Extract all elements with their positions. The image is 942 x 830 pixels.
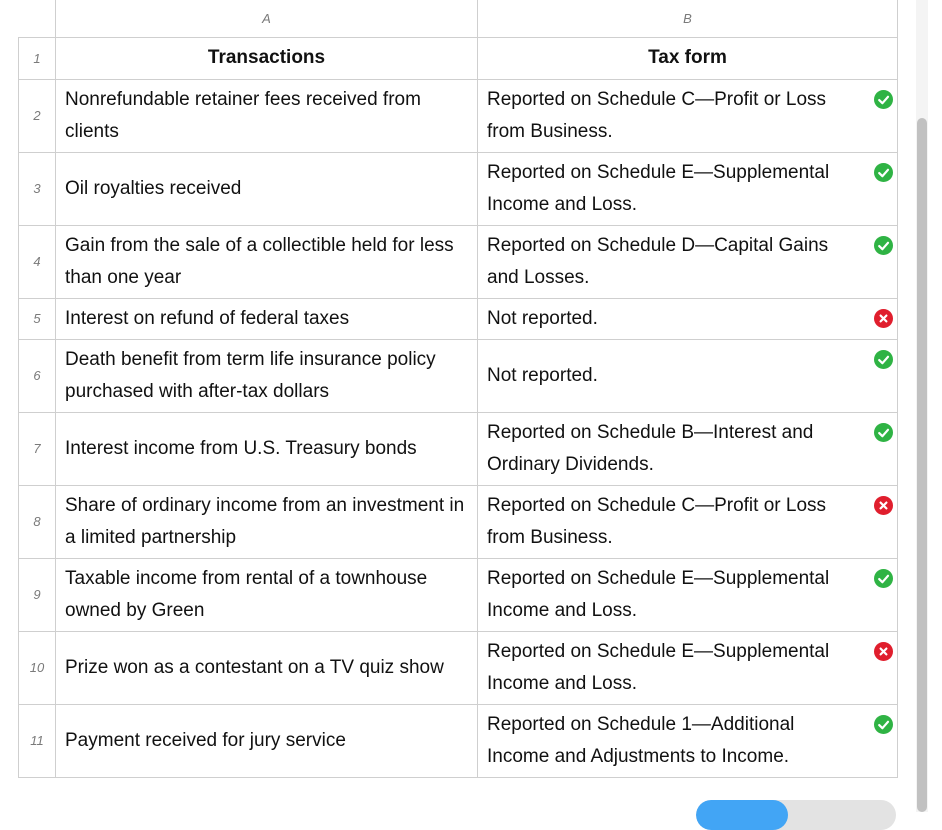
transaction-cell: Interest income from U.S. Treasury bonds	[56, 412, 478, 485]
column-header-a[interactable]: A	[56, 0, 478, 37]
table-row	[19, 631, 898, 704]
tax-form-cell[interactable]	[478, 631, 898, 704]
row-number: 9	[19, 558, 56, 631]
tax-form-answer: Reported on Schedule E—Supplemental Income and Loss.	[487, 161, 830, 215]
table-row	[19, 704, 898, 777]
row-number: 7	[19, 412, 56, 485]
check-circle-icon	[874, 88, 893, 107]
x-circle-icon	[874, 307, 893, 326]
check-circle-icon	[874, 234, 893, 253]
table-row	[19, 558, 898, 631]
transaction-cell: Share of ordinary income from an investment in a limited partnership	[56, 485, 478, 558]
tax-form-cell[interactable]	[478, 485, 898, 558]
bottom-toggle-fill	[696, 800, 788, 830]
tax-form-answer: Reported on Schedule 1—Additional Income and Adjustments to Income.	[487, 713, 795, 767]
check-circle-icon	[874, 567, 893, 586]
tax-form-cell[interactable]	[478, 704, 898, 777]
check-circle-icon	[874, 348, 893, 367]
tax-form-header: Tax form	[478, 37, 898, 79]
tax-form-answer: Reported on Schedule B—Interest and Ordinary Dividends.	[487, 421, 814, 475]
transaction-cell: Oil royalties received	[56, 152, 478, 225]
transactions-header: Transactions	[56, 37, 478, 79]
row-number: 5	[19, 298, 56, 339]
tax-form-answer: Reported on Schedule D—Capital Gains and Losses.	[487, 234, 829, 288]
transaction-cell: Nonrefundable retainer fees received from clients	[56, 79, 478, 152]
tax-form-answer: Reported on Schedule C—Profit or Loss from Business.	[487, 88, 827, 142]
table-row	[19, 298, 898, 339]
check-circle-icon	[874, 421, 893, 440]
transaction-cell: Payment received for jury service	[56, 704, 478, 777]
table-row	[19, 412, 898, 485]
table-row	[19, 79, 898, 152]
row-number: 1	[19, 37, 56, 79]
tax-form-cell[interactable]	[478, 558, 898, 631]
vertical-scrollbar-thumb[interactable]	[917, 118, 927, 812]
row-number: 4	[19, 225, 56, 298]
tax-form-cell[interactable]	[478, 298, 898, 339]
tax-form-cell[interactable]	[478, 152, 898, 225]
transaction-cell: Interest on refund of federal taxes	[56, 298, 478, 339]
tax-form-answer: Not reported.	[487, 364, 598, 386]
tax-form-cell[interactable]	[478, 412, 898, 485]
table-row	[19, 225, 898, 298]
corner-cell	[19, 0, 56, 37]
row-number: 2	[19, 79, 56, 152]
tax-form-cell[interactable]	[478, 225, 898, 298]
transaction-cell: Prize won as a contestant on a TV quiz show	[56, 631, 478, 704]
x-circle-icon	[874, 494, 893, 513]
row-number: 3	[19, 152, 56, 225]
x-circle-icon	[874, 640, 893, 659]
transaction-cell: Taxable income from rental of a townhouse owned by Green	[56, 558, 478, 631]
header-row	[19, 37, 898, 79]
answer-table	[18, 0, 898, 778]
table-row	[19, 339, 898, 412]
tax-form-answer: Not reported.	[487, 307, 598, 329]
tax-form-answer: Reported on Schedule C—Profit or Loss from Business.	[487, 494, 827, 548]
tax-form-answer: Reported on Schedule E—Supplemental Income and Loss.	[487, 640, 830, 694]
tax-form-answer: Reported on Schedule E—Supplemental Income and Loss.	[487, 567, 830, 621]
row-number: 10	[19, 631, 56, 704]
column-header-row	[19, 0, 898, 37]
transaction-cell: Gain from the sale of a collectible held for less than one year	[56, 225, 478, 298]
table-row	[19, 485, 898, 558]
check-circle-icon	[874, 713, 893, 732]
tax-form-cell[interactable]	[478, 339, 898, 412]
tax-form-cell[interactable]	[478, 79, 898, 152]
check-circle-icon	[874, 161, 893, 180]
row-number: 11	[19, 704, 56, 777]
table-row	[19, 152, 898, 225]
row-number: 8	[19, 485, 56, 558]
transaction-cell: Death benefit from term life insurance policy purchased with after-tax dollars	[56, 339, 478, 412]
row-number: 6	[19, 339, 56, 412]
column-header-b[interactable]: B	[478, 0, 898, 37]
bottom-toggle[interactable]	[696, 800, 896, 830]
